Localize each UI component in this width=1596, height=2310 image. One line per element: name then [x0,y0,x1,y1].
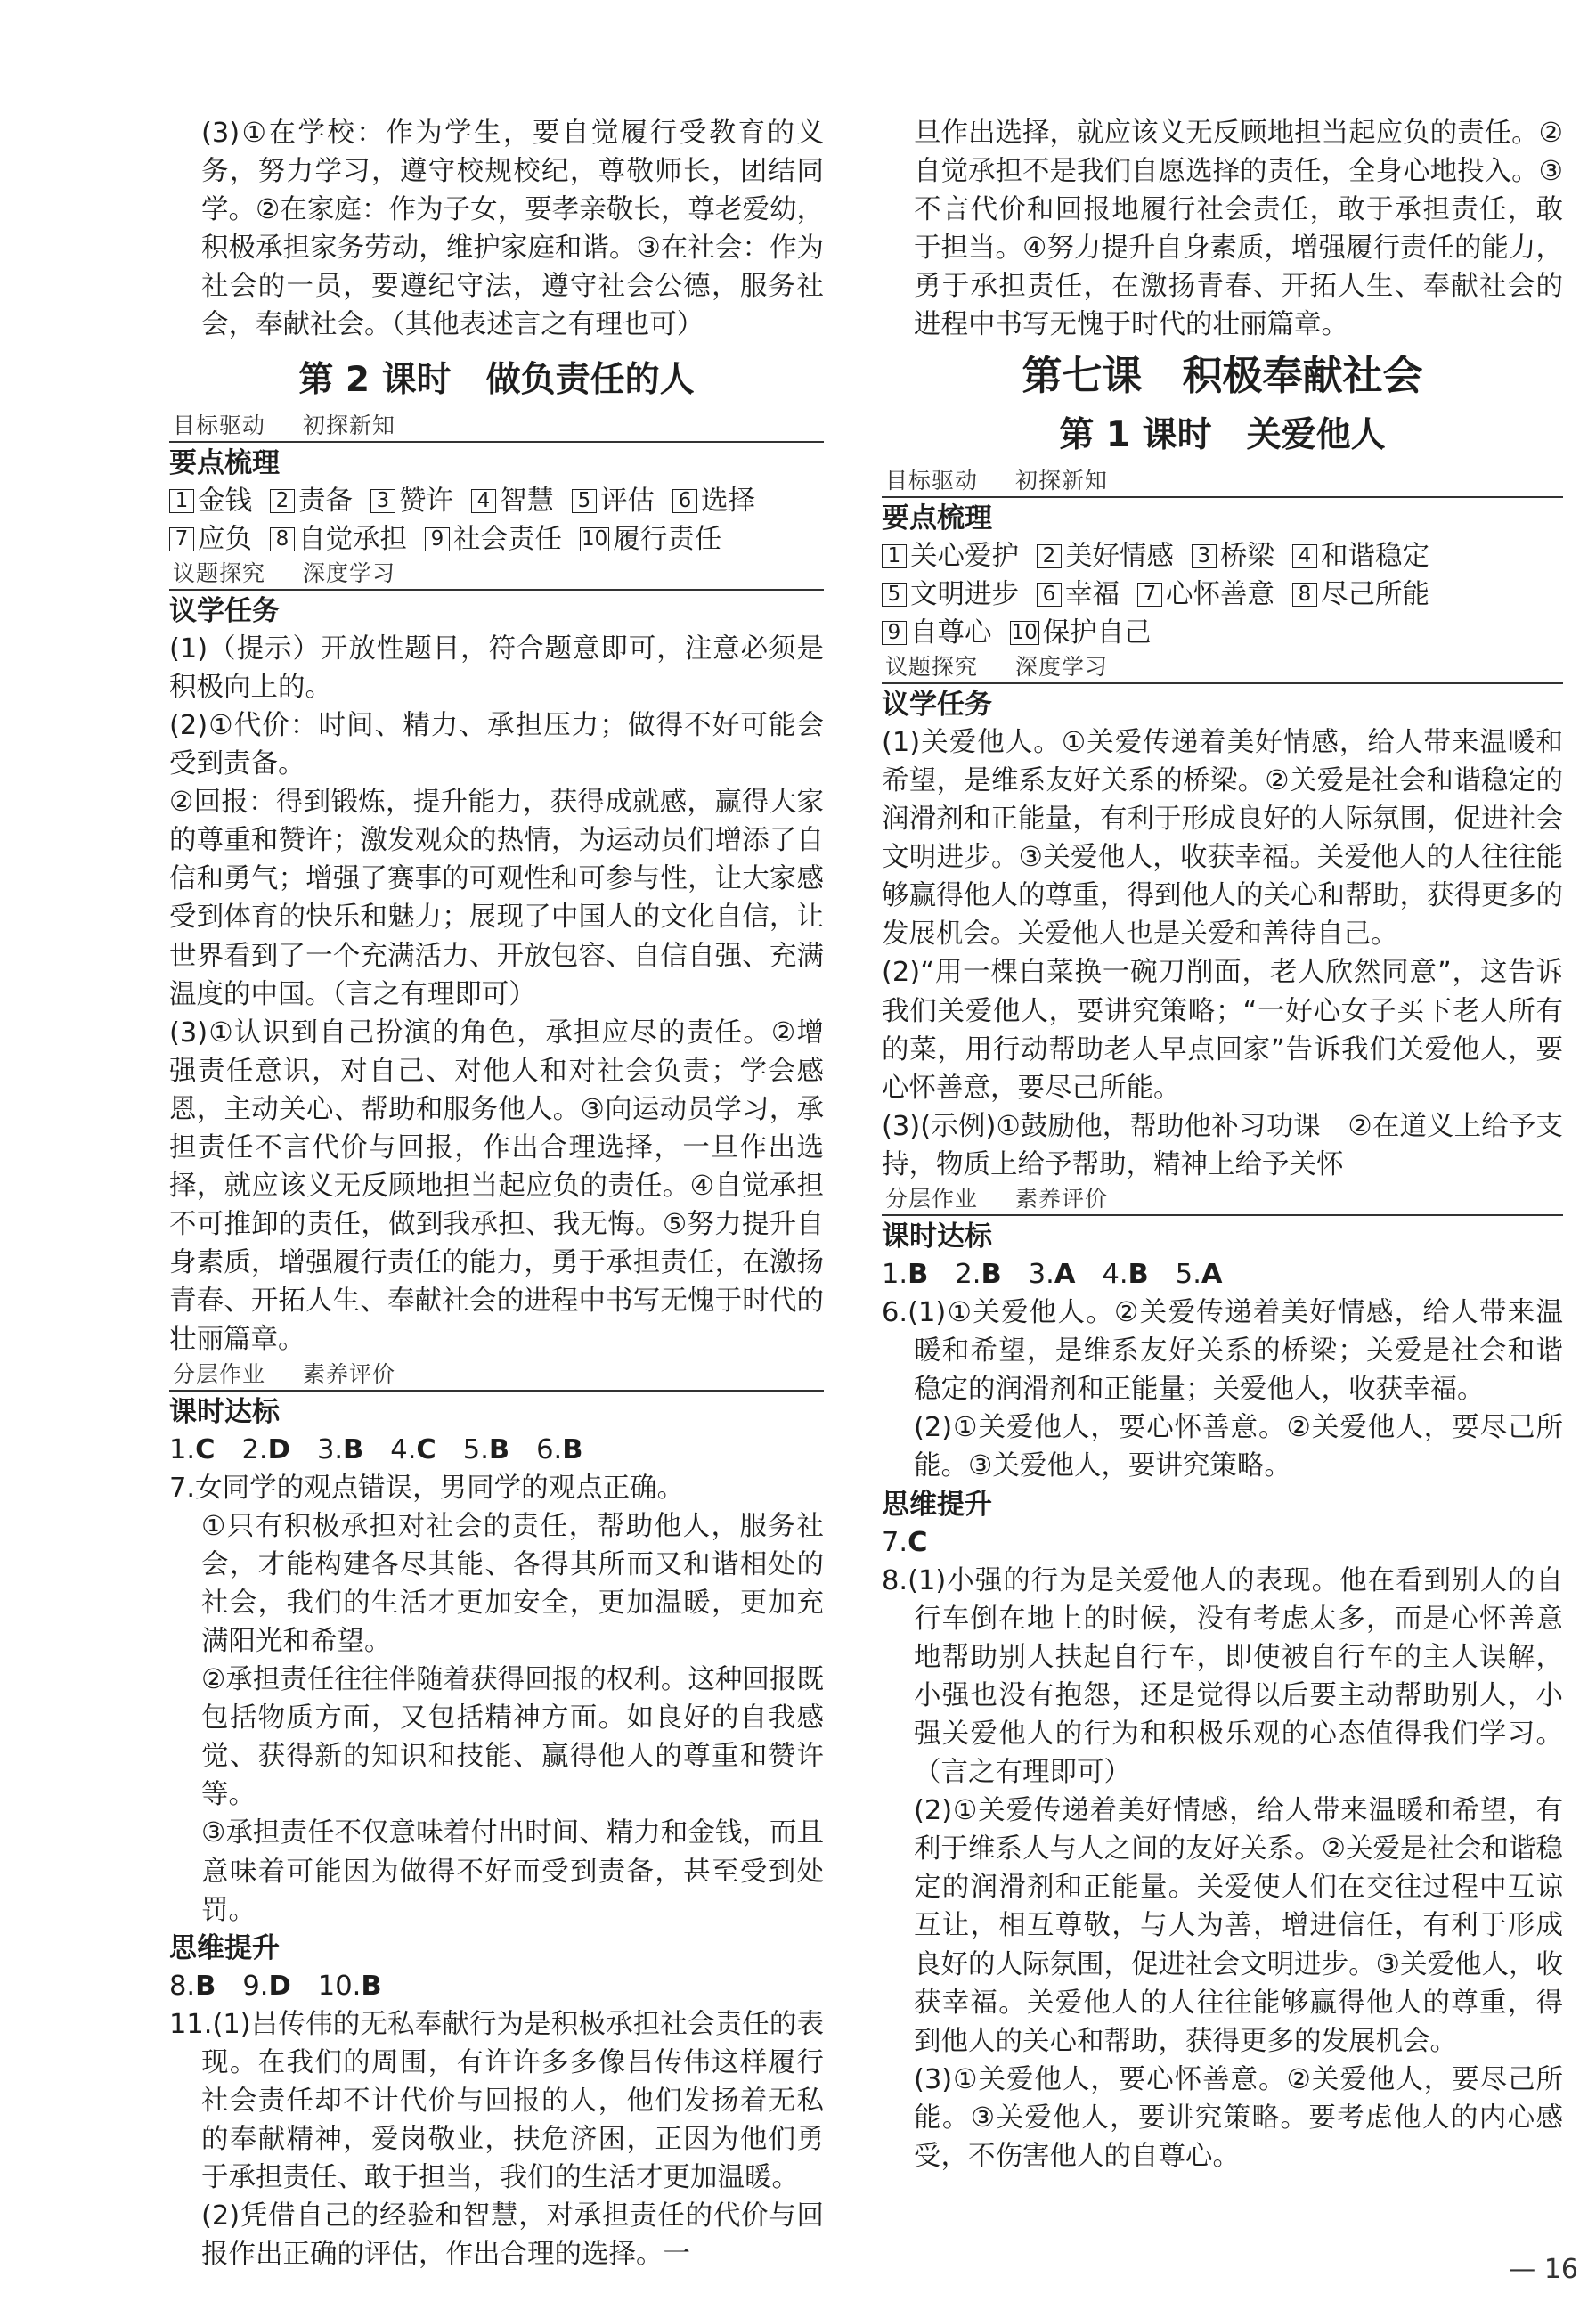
key-point-number: 2 [1037,544,1062,568]
answer-choice: C [416,1433,436,1465]
task-paragraph: (1)（提示）开放性题目，符合题意即可，注意必须是积极向上的。 [169,633,824,703]
key-point-text: 桥梁 [1220,540,1274,572]
answer-item [1102,1255,1148,1294]
unit-title: 第七课 积极奉献社会 [1022,351,1423,399]
answer-item [1176,1255,1223,1294]
answer-choice: D [268,1970,291,2002]
left-column [169,114,824,2274]
key-point-number: 8 [270,527,295,551]
answer-question-number: 1. [169,1433,196,1465]
key-points-heading: 要点梳理 [169,446,280,479]
key-point-item [1292,537,1429,575]
answer-question-number: 2. [241,1433,268,1465]
key-point-text: 美好情感 [1065,540,1174,572]
key-point-item [882,575,1019,614]
question-11-paragraph: 11.(1)吕传伟的无私奉献行为是积极承担社会责任的表现。在我们的周围，有许许多多像吕传伟这样履行社会责任却不计代价与回报的人，他们发扬着无私的奉献精神，爱岗敬业，扶危济困，正因为他们勇于承担责任、敢于担当，我们的生活才更加温暖。 [169,2008,824,2194]
key-point-item [572,482,655,520]
task-heading: 议学任务 [882,688,992,721]
section-banner: 目标驱动 初探新知 [882,466,1563,498]
class-heading: 课时达标 [882,1220,992,1253]
think-heading: 思维提升 [169,1931,280,1964]
key-point-item [882,537,1019,575]
key-point-item [169,482,252,520]
key-point-text: 赞许 [399,485,453,517]
section-banner: 议题探究 深度学习 [169,559,824,591]
key-point-text: 金钱 [198,485,252,517]
key-point-text: 尽己所能 [1321,578,1429,610]
answer-question-number: 4. [390,1433,417,1465]
key-point-item [580,520,721,559]
task-heading: 议学任务 [169,594,280,627]
answer-choice: C [195,1433,216,1465]
task-paragraph: (1)关爱他人。①关爱传递着美好情感，给人带来温暖和希望，是维系友好关系的桥梁。②关爱是社会和谐稳定的润滑剂和正能量，有利于形成良好的人际氛围，促进社会文明进步。③关爱他人，收获幸福。关爱他人的人往往能够赢得他人的尊重，得到他人的关心和帮助，获得更多的发展机会。关爱他人也是关爱和善待自己。 [882,726,1563,951]
question-6-paragraph: 6.(1)①关爱他人。②关爱传递着美好情感，给人带来温暖和希望，是维系友好关系的桥梁；关爱是社会和谐稳定的润滑剂和正能量；关爱他人，收获幸福。 [882,1297,1563,1406]
key-point-item [370,482,453,520]
section-banner: 目标驱动 初探新知 [169,411,824,443]
key-point-number: 10 [582,526,608,551]
key-point-item [1292,575,1429,614]
key-point-text: 文明进步 [910,578,1019,610]
key-point-number: 5 [882,583,907,607]
key-point-item [169,520,252,559]
answer-choice: B [343,1433,364,1465]
key-point-item [270,482,353,520]
key-point-number: 9 [425,527,450,551]
answer-question-number: 6. [536,1433,563,1465]
question-7-paragraph: ③承担责任不仅意味着付出时间、精力和金钱，而且意味着可能因为做得不好而受到责备，甚至受到处罚。 [201,1817,824,1926]
answer-question-number: 10. [317,1970,362,2002]
key-point-text: 社会责任 [453,523,562,555]
key-point-text: 关心爱护 [910,540,1019,572]
key-point-text: 应负 [198,523,252,555]
answer-item [242,1431,290,1469]
answer-choice: C [908,1526,928,1558]
think-heading: 思维提升 [882,1488,992,1521]
answer-choice: B [981,1258,1002,1290]
right-column [882,114,1563,2175]
answer-question-number: 5. [1175,1258,1201,1290]
answer-question-number: 1. [882,1258,908,1290]
question-8-paragraph: 8.(1)小强的行为是关爱他人的表现。他在看到别人的自行车倒在地上的时候，没有考虑太多，而是心怀善意地帮助别人扶起自行车，即使被自行车的主人误解，小强也没有抱怨，还是觉得以后要主动帮助别人，小强关爱他人的行为和积极乐观的心态值得我们学习。（言之有理即可） [882,1564,1563,1789]
section-banner: 分层作业 素养评价 [169,1359,824,1392]
key-points-heading: 要点梳理 [882,502,992,535]
answer-choice: B [908,1258,929,1290]
answer-question-number: 8. [169,1970,196,2002]
key-point-text: 自觉承担 [298,523,407,555]
answer-row [169,1967,824,2005]
answer-item [169,1967,216,2005]
section-banner: 分层作业 素养评价 [882,1184,1563,1216]
key-point-item [471,482,554,520]
answer-choice: B [361,1970,382,2002]
key-point-number: 1 [169,489,194,513]
key-point-item [425,520,562,559]
key-point-text: 履行责任 [613,523,722,555]
answer-choice: A [1201,1258,1223,1290]
key-point-text: 幸福 [1065,578,1120,610]
task-paragraph: (2)①代价：时间、精力、承担压力；做得不好可能会受到责备。 [169,709,824,780]
key-point-item [270,520,407,559]
key-point-text: 智慧 [500,485,554,517]
task-paragraph: (3)①认识到自己扮演的角色，承担应尽的责任。②增强责任意识，对自己、对他人和对社会负责；学会感恩，主动关心、帮助和服务他人。③向运动员学习，承担责任不言代价与回报，作出合理选择，一旦作出选择，就应该义无反顾地担当起应负的责任。④自觉承担不可推卸的责任，做到我承担、我无悔。⑤努力提升自身素质，增强履行责任的能力，勇于承担责任，在激扬青春、开拓人生、奉献社会的进程中书写无愧于时代的壮丽篇章。 [169,1016,824,1356]
continued-paragraph: 旦作出选择，就应该义无反顾地担当起应负的责任。②自觉承担不是我们自愿选择的责任，全身心地投入。③不言代价和回报地履行社会责任，敢于承担责任，敢于担当。④努力提升自身素质，增强履行责任的能力，勇于承担责任，在激扬青春、开拓人生、奉献社会的进程中书写无愧于时代的壮丽篇章。 [914,118,1563,341]
key-point-item [672,482,755,520]
answer-choice: A [1054,1258,1076,1290]
lesson-title: 第 1 课时 关爱他人 [1059,414,1386,455]
key-point-item [1010,614,1152,652]
task-paragraph: (2)“用一棵白菜换一碗刀削面，老人欣然同意”，这告诉我们关爱他人，要讲究策略；“一好心女子买下老人所有的菜，用行动帮助老人早点回家”告诉我们关爱他人，要心怀善意，要尽己所能。 [882,957,1563,1104]
answer-item [317,1431,363,1469]
key-point-number: 2 [270,489,295,513]
question-7-paragraph: ②承担责任往往伴随着获得回报的权利。这种回报既包括物质方面，又包括精神方面。如良好的自我感觉、获得新的知识和技能、赢得他人的尊重和赞许等。 [201,1664,824,1811]
key-point-item [1137,575,1274,614]
answer-row [169,1431,824,1469]
question-11-paragraph: (2)凭借自己的经验和智慧，对承担责任的代价与回报作出正确的评估，作出合理的选择。一 [201,2200,824,2271]
intro-paragraph: (3)①在学校：作为学生，要自觉履行受教育的义务，努力学习，遵守校规校纪，尊敬师长，团结同学。②在家庭：作为子女，要孝亲敬长，尊老爱幼，积极承担家务劳动，维护家庭和谐。③在社会：作为社会的一员，要遵纪守法，遵守社会公德，服务社会，奉献社会。（其他表述言之有理也可） [201,118,824,341]
answer-choice: B [488,1433,510,1465]
key-point-number: 7 [169,527,194,551]
answer-row [882,1523,1563,1562]
answer-choice: B [195,1970,216,2002]
answer-item [390,1431,436,1469]
key-point-text: 评估 [600,485,655,517]
answer-item [242,1967,290,2005]
page-number: — 16 [1509,2254,1578,2285]
key-point-number: 6 [672,489,697,513]
key-point-item [1192,537,1274,575]
answer-question-number: 5. [462,1433,489,1465]
answer-row [882,1255,1563,1294]
answer-item [1029,1255,1076,1294]
lesson-title: 第 2 课时 做负责任的人 [298,359,695,400]
key-point-text: 选择 [701,485,755,517]
answer-choice: B [1128,1258,1149,1290]
key-point-item [1037,537,1174,575]
key-points-list [169,482,824,559]
task-paragraph: ②回报：得到锻炼，提升能力，获得成就感，赢得大家的尊重和赞许；激发观众的热情，为运动员们增添了自信和勇气；增强了赛事的可观性和可参与性，让大家感受到体育的快乐和魅力；展现了中国人的文化自信，让世界看到了一个充满活力、开放包容、自信自强、充满温度的中国。（言之有理即可） [169,787,824,1010]
key-point-number: 1 [882,544,907,568]
key-point-text: 自尊心 [910,616,992,649]
answer-item [882,1255,928,1294]
question-6-paragraph: (2)①关爱他人，要心怀善意。②关爱他人，要尽己所能。③关爱他人，要讲究策略。 [914,1412,1563,1482]
answer-choice: D [267,1433,290,1465]
question-7-head: 7.女同学的观点错误，男同学的观点正确。 [169,1472,685,1504]
key-point-text: 和谐稳定 [1321,540,1429,572]
answer-item [463,1431,509,1469]
answer-question-number: 4. [1102,1258,1128,1290]
key-point-number: 3 [1192,544,1217,568]
key-point-number: 4 [471,489,496,513]
key-point-number: 9 [882,621,907,645]
key-point-number: 4 [1292,544,1317,568]
answer-question-number: 7. [882,1526,908,1558]
key-point-text: 保护自己 [1042,616,1152,649]
class-heading: 课时达标 [169,1395,280,1428]
question-7-paragraph: ①只有积极承担对社会的责任，帮助他人，服务社会，才能构建各尽其能、各得其所而又和谐相处的社会，我们的生活才更加安全，更加温暖，更加充满阳光和希望。 [201,1510,824,1657]
answer-choice: B [562,1433,583,1465]
key-point-item [1037,575,1120,614]
question-8-paragraph: (3)①关爱他人，要心怀善意。②关爱他人，要尽己所能。③关爱他人，要讲究策略。要考虑他人的内心感受，不伤害他人的自尊心。 [914,2063,1563,2173]
section-banner: 议题探究 深度学习 [882,652,1563,684]
key-point-number: 5 [572,489,597,513]
key-point-number: 3 [370,489,395,513]
key-point-number: 8 [1292,583,1317,607]
answer-item [536,1431,582,1469]
answer-question-number: 9. [242,1970,269,2002]
answer-question-number: 3. [316,1433,344,1465]
key-point-number: 7 [1137,583,1162,607]
answer-item [169,1431,216,1469]
answer-item [318,1967,382,2005]
key-point-text: 责备 [298,485,353,517]
answer-question-number: 3. [1028,1258,1054,1290]
question-8-paragraph: (2)①关爱传递着美好情感，给人带来温暖和希望，有利于维系人与人之间的友好关系。②关爱是社会和谐稳定的润滑剂和正能量。关爱使人们在交往过程中互谅互让，相互尊敬，与人为善，增进信任，有利于形成良好的人际氛围，促进社会文明进步。③关爱他人，收获幸福。关爱他人的人往往能够赢得他人的尊重，得到他人的关心和帮助，获得更多的发展机会。 [914,1795,1563,2057]
key-point-item [882,614,992,652]
answer-item [882,1523,928,1562]
key-point-number: 10 [1011,620,1038,644]
key-point-number: 6 [1037,583,1062,607]
answer-item [955,1255,1001,1294]
task-paragraph: (3)(示例)①鼓励他，帮助他补习功课 ②在道义上给予支持，物质上给予帮助，精神上给予关怀 [882,1110,1563,1180]
key-points-list [882,537,1563,652]
answer-question-number: 2. [955,1258,981,1290]
key-point-text: 心怀善意 [1166,578,1274,610]
